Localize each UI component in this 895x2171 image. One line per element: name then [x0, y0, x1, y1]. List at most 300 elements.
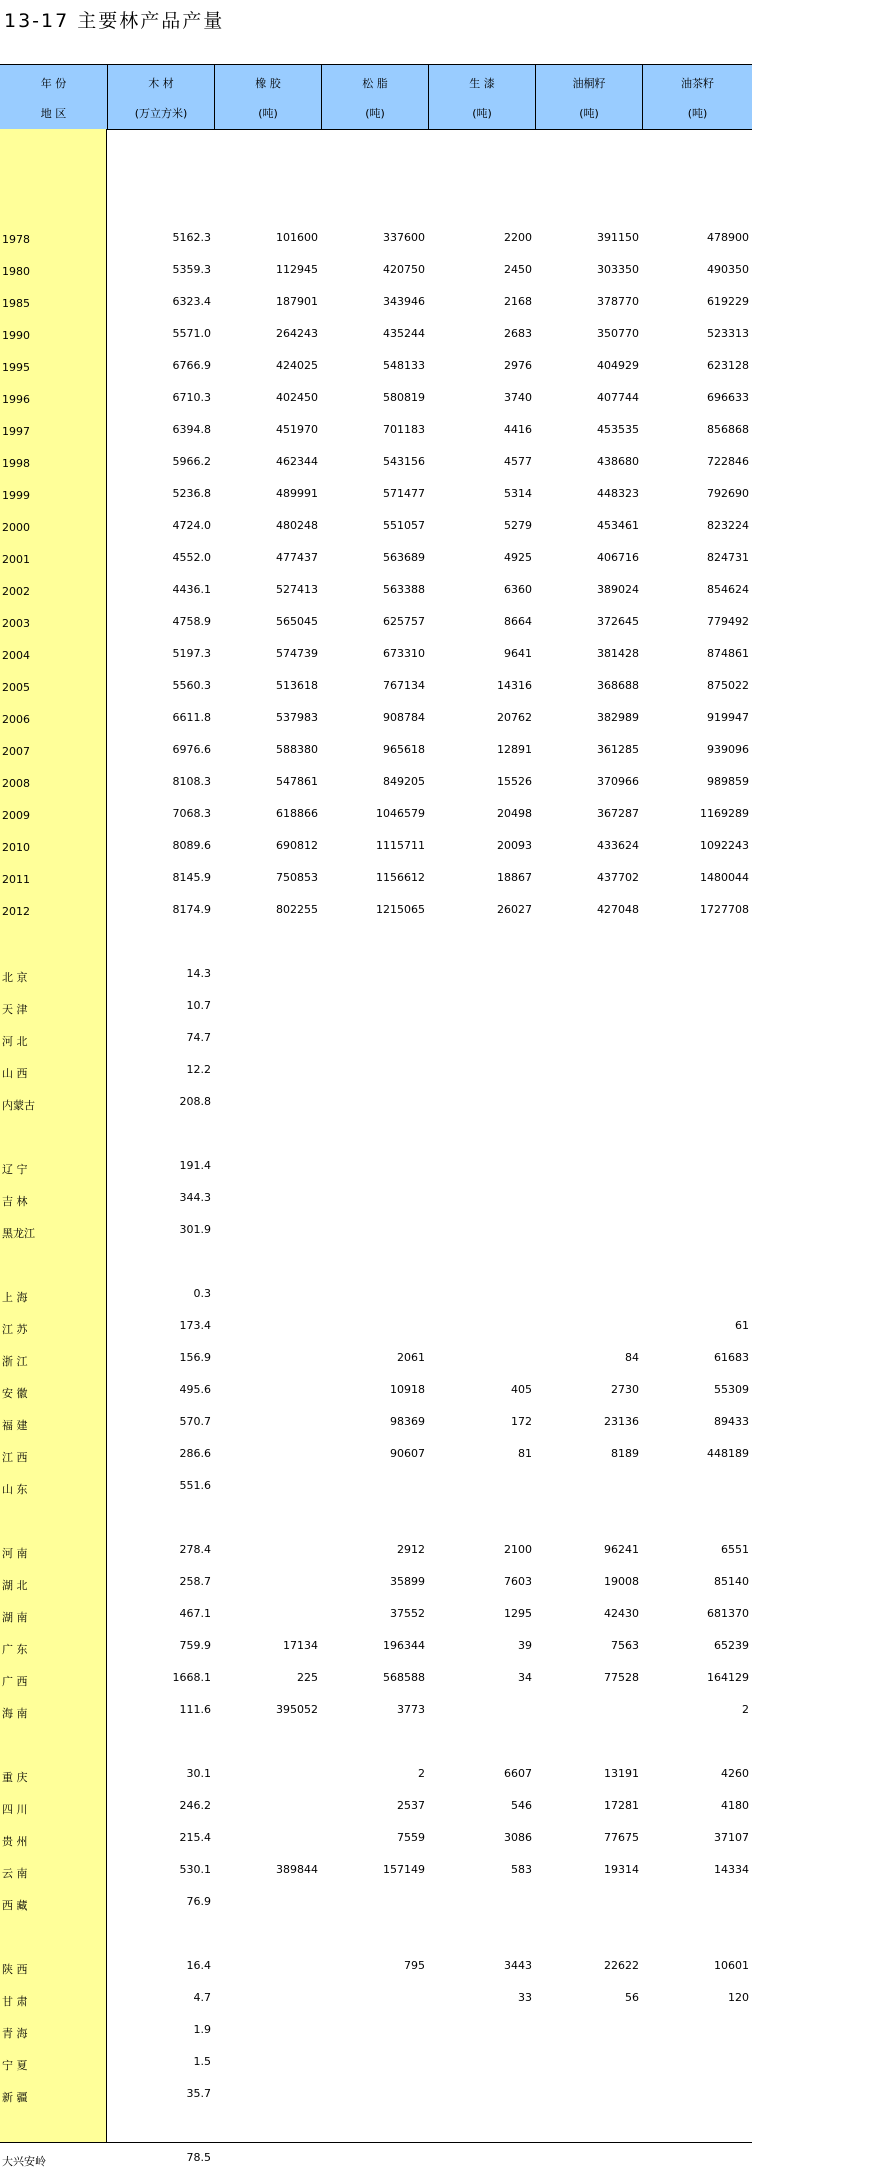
table-cell: 527413 — [276, 583, 318, 596]
table-cell: 17281 — [604, 1799, 639, 1812]
region-label: 湖 南 — [2, 1611, 28, 1624]
table-cell: 84 — [625, 1351, 639, 1364]
table-cell: 4552.0 — [172, 551, 211, 564]
header-unit: (万立方米) — [134, 107, 188, 120]
table-cell: 61683 — [714, 1351, 749, 1364]
table-cell: 1215065 — [376, 903, 425, 916]
table-cell: 563388 — [383, 583, 425, 596]
table-cell: 30.1 — [186, 1767, 211, 1780]
table-cell: 759.9 — [179, 1639, 211, 1652]
table-cell: 565045 — [276, 615, 318, 628]
table-cell: 965618 — [383, 743, 425, 756]
table-cell: 61 — [735, 1319, 749, 1332]
table-cell: 173.4 — [179, 1319, 211, 1332]
region-label: 天 津 — [2, 1003, 28, 1016]
table-cell: 4577 — [504, 455, 532, 468]
table-cell: 453535 — [597, 423, 639, 436]
table-cell: 6360 — [504, 583, 532, 596]
year-label: 2000 — [2, 521, 30, 534]
table-cell: 420750 — [383, 263, 425, 276]
table-cell: 1480044 — [700, 871, 749, 884]
table-cell: 779492 — [707, 615, 749, 628]
table-cell: 939096 — [707, 743, 749, 756]
table-cell: 39 — [518, 1639, 532, 1652]
table-row-year — [0, 443, 752, 475]
table-cell: 344.3 — [179, 1191, 211, 1204]
table-cell: 2730 — [611, 1383, 639, 1396]
table-row-year — [0, 539, 752, 571]
table-cell: 4436.1 — [172, 583, 211, 596]
table-cell: 10.7 — [186, 999, 211, 1012]
table-cell: 6607 — [504, 1767, 532, 1780]
table-cell: 391150 — [597, 231, 639, 244]
table-cell: 389844 — [276, 1863, 318, 1876]
table-row-region — [0, 1851, 752, 1883]
table-cell: 85140 — [714, 1575, 749, 1588]
table-cell: 98369 — [390, 1415, 425, 1428]
table-cell: 824731 — [707, 551, 749, 564]
table-cell: 588380 — [276, 743, 318, 756]
table-cell: 546 — [511, 1799, 532, 1812]
table-cell: 8174.9 — [172, 903, 211, 916]
page-title: 13-17 主要林产品产量 — [4, 10, 225, 32]
header-label: 油桐籽 — [572, 77, 606, 90]
table-cell: 20498 — [497, 807, 532, 820]
table-cell: 19314 — [604, 1863, 639, 1876]
header-unit: 地 区 — [40, 107, 67, 120]
table-cell: 278.4 — [179, 1543, 211, 1556]
table-row-region — [0, 1947, 752, 1979]
region-label: 云 南 — [2, 1867, 28, 1880]
table-row-region — [0, 1051, 752, 1083]
table-cell: 7603 — [504, 1575, 532, 1588]
table-row-region — [0, 1531, 752, 1563]
region-label: 山 东 — [2, 1483, 28, 1496]
table-row-year — [0, 667, 752, 699]
table-row-year — [0, 699, 752, 731]
region-label: 甘 肃 — [2, 1995, 28, 2008]
table-cell: 111.6 — [179, 1703, 211, 1716]
table-cell: 427048 — [597, 903, 639, 916]
header-unit: (吨) — [687, 107, 708, 120]
table-cell: 5560.3 — [172, 679, 211, 692]
header-label: 橡 胶 — [255, 77, 281, 90]
table-cell: 619229 — [707, 295, 749, 308]
table-row-year — [0, 859, 752, 891]
table-cell: 157149 — [383, 1863, 425, 1876]
table-cell: 681370 — [707, 1607, 749, 1620]
header-timber — [107, 65, 214, 129]
table-row-region — [0, 1563, 752, 1595]
region-label: 辽 宁 — [2, 1163, 28, 1176]
table-cell: 919947 — [707, 711, 749, 724]
year-label: 2001 — [2, 553, 30, 566]
region-label: 新 疆 — [2, 2091, 28, 2104]
table-cell: 448189 — [707, 1447, 749, 1460]
table-cell: 404929 — [597, 359, 639, 372]
year-label: 1980 — [2, 265, 30, 278]
table-cell: 583 — [511, 1863, 532, 1876]
table-cell: 5162.3 — [172, 231, 211, 244]
table-cell: 246.2 — [179, 1799, 211, 1812]
table-cell: 18867 — [497, 871, 532, 884]
table-cell: 433624 — [597, 839, 639, 852]
header-unit: (吨) — [365, 107, 385, 120]
table-cell: 6394.8 — [172, 423, 211, 436]
table-cell: 6976.6 — [172, 743, 211, 756]
table-cell: 382989 — [597, 711, 639, 724]
region-label: 贵 州 — [2, 1835, 28, 1848]
table-cell: 3740 — [504, 391, 532, 404]
table-cell: 2061 — [397, 1351, 425, 1364]
table-cell: 4.7 — [193, 1991, 211, 2004]
table-cell: 580819 — [383, 391, 425, 404]
table-cell: 563689 — [383, 551, 425, 564]
table-cell: 696633 — [707, 391, 749, 404]
table-cell: 489991 — [276, 487, 318, 500]
table-cell: 1169289 — [700, 807, 749, 820]
table-row-region — [0, 1179, 752, 1211]
header-tung-seed — [535, 65, 642, 129]
table-cell: 570.7 — [179, 1415, 211, 1428]
table-cell: 6766.9 — [172, 359, 211, 372]
table-row-region — [0, 1595, 752, 1627]
table-cell: 196344 — [383, 1639, 425, 1652]
table-row-year — [0, 379, 752, 411]
table-cell: 55309 — [714, 1383, 749, 1396]
table-cell: 437702 — [597, 871, 639, 884]
table-row-region — [0, 1787, 752, 1819]
table-bottom-rule — [0, 2142, 752, 2143]
table-cell: 381428 — [597, 647, 639, 660]
table-cell: 523313 — [707, 327, 749, 340]
table-cell: 264243 — [276, 327, 318, 340]
table-cell: 467.1 — [179, 1607, 211, 1620]
region-label: 浙 江 — [2, 1355, 28, 1368]
region-label: 重 庆 — [2, 1771, 28, 1784]
table-cell: 10601 — [714, 1959, 749, 1972]
table-cell: 12.2 — [186, 1063, 211, 1076]
table-cell: 286.6 — [179, 1447, 211, 1460]
table-cell: 120 — [728, 1991, 749, 2004]
table-cell: 101600 — [276, 231, 318, 244]
table-cell: 17134 — [283, 1639, 318, 1652]
table-cell: 37107 — [714, 1831, 749, 1844]
table-row-region — [0, 1403, 752, 1435]
table-cell: 14334 — [714, 1863, 749, 1876]
table-cell: 5314 — [504, 487, 532, 500]
table-cell: 5966.2 — [172, 455, 211, 468]
table-cell: 4758.9 — [172, 615, 211, 628]
table-cell: 35.7 — [186, 2087, 211, 2100]
table-cell: 2450 — [504, 263, 532, 276]
table-cell: 2683 — [504, 327, 532, 340]
table-cell: 10918 — [390, 1383, 425, 1396]
table-cell: 537983 — [276, 711, 318, 724]
table-row-region — [0, 987, 752, 1019]
region-label: 青 海 — [2, 2027, 28, 2040]
table-cell: 4180 — [721, 1799, 749, 1812]
table-cell: 625757 — [383, 615, 425, 628]
region-label: 广 西 — [2, 1675, 28, 1688]
table-cell: 989859 — [707, 775, 749, 788]
region-label: 宁 夏 — [2, 2059, 28, 2072]
table-cell: 435244 — [383, 327, 425, 340]
table-cell: 1156612 — [376, 871, 425, 884]
table-row-region — [0, 2043, 752, 2075]
year-label: 2007 — [2, 745, 30, 758]
year-label: 2012 — [2, 905, 30, 918]
table-cell: 389024 — [597, 583, 639, 596]
table-row-year — [0, 763, 752, 795]
table-cell: 26027 — [497, 903, 532, 916]
table-cell: 164129 — [707, 1671, 749, 1684]
table-row-year — [0, 347, 752, 379]
table-cell: 530.1 — [179, 1863, 211, 1876]
table-cell: 5197.3 — [172, 647, 211, 660]
table-cell: 77675 — [604, 1831, 639, 1844]
year-label: 1997 — [2, 425, 30, 438]
year-label: 1995 — [2, 361, 30, 374]
table-row-region — [0, 2011, 752, 2043]
table-row-year — [0, 603, 752, 635]
table-cell: 7068.3 — [172, 807, 211, 820]
region-label: 黑龙江 — [2, 1227, 35, 1240]
table-cell: 76.9 — [186, 1895, 211, 1908]
table-cell: 34 — [518, 1671, 532, 1684]
table-cell: 35899 — [390, 1575, 425, 1588]
table-cell: 361285 — [597, 743, 639, 756]
table-cell: 7563 — [611, 1639, 639, 1652]
table-cell: 65239 — [714, 1639, 749, 1652]
table-cell: 8108.3 — [172, 775, 211, 788]
table-cell: 690812 — [276, 839, 318, 852]
table-cell: 156.9 — [179, 1351, 211, 1364]
table-cell: 2537 — [397, 1799, 425, 1812]
region-label: 西 藏 — [2, 1899, 28, 1912]
year-label: 1998 — [2, 457, 30, 470]
table-cell: 208.8 — [179, 1095, 211, 1108]
table-cell: 14316 — [497, 679, 532, 692]
table-cell: 9641 — [504, 647, 532, 660]
table-cell: 405 — [511, 1383, 532, 1396]
table-row-region — [0, 1627, 752, 1659]
table-cell: 673310 — [383, 647, 425, 660]
table-cell: 215.4 — [179, 1831, 211, 1844]
year-label: 2006 — [2, 713, 30, 726]
table-row-year — [0, 315, 752, 347]
table-row-region — [0, 1371, 752, 1403]
header-unit: (吨) — [472, 107, 492, 120]
table-cell: 4925 — [504, 551, 532, 564]
table-cell: 2 — [742, 1703, 749, 1716]
table-cell: 6611.8 — [172, 711, 211, 724]
region-label: 江 西 — [2, 1451, 28, 1464]
table-cell: 8664 — [504, 615, 532, 628]
header-label: 年 份 — [40, 77, 67, 90]
table-cell: 6551 — [721, 1543, 749, 1556]
table-row-region — [0, 1211, 752, 1243]
table-row-year — [0, 475, 752, 507]
table-cell: 370966 — [597, 775, 639, 788]
table-cell: 495.6 — [179, 1383, 211, 1396]
table-cell: 2200 — [504, 231, 532, 244]
region-label: 海 南 — [2, 1707, 28, 1720]
table-cell: 2168 — [504, 295, 532, 308]
table-cell: 96241 — [604, 1543, 639, 1556]
table-cell: 543156 — [383, 455, 425, 468]
header-label: 油茶籽 — [681, 77, 714, 90]
table-cell: 406716 — [597, 551, 639, 564]
table-row-year — [0, 507, 752, 539]
year-label: 2009 — [2, 809, 30, 822]
table-cell: 378770 — [597, 295, 639, 308]
table-row-year — [0, 283, 752, 315]
table-cell: 1092243 — [700, 839, 749, 852]
table-cell: 337600 — [383, 231, 425, 244]
table-cell: 90607 — [390, 1447, 425, 1460]
table-row-year — [0, 219, 752, 251]
year-label: 1985 — [2, 297, 30, 310]
region-label: 湖 北 — [2, 1579, 28, 1592]
header-unit: (吨) — [579, 107, 599, 120]
table-cell: 568588 — [383, 1671, 425, 1684]
table-row-region — [0, 1435, 752, 1467]
table-cell: 23136 — [604, 1415, 639, 1428]
table-row-region — [0, 1499, 752, 1531]
table-cell: 42430 — [604, 1607, 639, 1620]
table-cell: 343946 — [383, 295, 425, 308]
table-cell: 513618 — [276, 679, 318, 692]
table-cell: 478900 — [707, 231, 749, 244]
table-cell: 368688 — [597, 679, 639, 692]
table-cell: 187901 — [276, 295, 318, 308]
table-cell: 81 — [518, 1447, 532, 1460]
table-row-year — [0, 571, 752, 603]
header-raw-lacquer — [428, 65, 535, 129]
table-cell: 908784 — [383, 711, 425, 724]
table-cell: 14.3 — [186, 967, 211, 980]
table-row-year — [0, 411, 752, 443]
table-cell: 4260 — [721, 1767, 749, 1780]
region-label: 河 南 — [2, 1547, 28, 1560]
table-cell: 395052 — [276, 1703, 318, 1716]
table-row-region — [0, 1691, 752, 1723]
table-cell: 548133 — [383, 359, 425, 372]
table-row-region — [0, 1019, 752, 1051]
table-row-region — [0, 955, 752, 987]
table-cell: 2912 — [397, 1543, 425, 1556]
table-cell: 13191 — [604, 1767, 639, 1780]
table-cell: 701183 — [383, 423, 425, 436]
table-cell: 722846 — [707, 455, 749, 468]
table-cell: 792690 — [707, 487, 749, 500]
table-row-year — [0, 795, 752, 827]
table-cell: 574739 — [276, 647, 318, 660]
table-cell: 623128 — [707, 359, 749, 372]
table-row-region — [0, 1659, 752, 1691]
table-cell: 618866 — [276, 807, 318, 820]
header-label: 生 漆 — [469, 77, 495, 90]
table-cell: 5359.3 — [172, 263, 211, 276]
table-cell: 438680 — [597, 455, 639, 468]
table-cell: 5236.8 — [172, 487, 211, 500]
table-cell: 448323 — [597, 487, 639, 500]
table-cell: 750853 — [276, 871, 318, 884]
table-row-region — [0, 1467, 752, 1499]
table-cell: 1115711 — [376, 839, 425, 852]
table-cell: 1.9 — [193, 2023, 211, 2036]
region-label: 广 东 — [2, 1643, 28, 1656]
table-cell: 258.7 — [179, 1575, 211, 1588]
table-cell: 12891 — [497, 743, 532, 756]
table-row-region — [0, 1147, 752, 1179]
table-cell: 301.9 — [179, 1223, 211, 1236]
table-cell: 6710.3 — [172, 391, 211, 404]
table-cell: 5279 — [504, 519, 532, 532]
table-cell: 6323.4 — [172, 295, 211, 308]
region-label: 北 京 — [2, 971, 28, 984]
table-cell: 1295 — [504, 1607, 532, 1620]
table-cell: 37552 — [390, 1607, 425, 1620]
table-cell: 350770 — [597, 327, 639, 340]
region-label: 四 川 — [2, 1803, 28, 1816]
table-cell: 849205 — [383, 775, 425, 788]
table-cell: 0.3 — [193, 1287, 211, 1300]
table-cell: 2100 — [504, 1543, 532, 1556]
table-row-region — [0, 1243, 752, 1275]
table-cell: 2976 — [504, 359, 532, 372]
table-cell: 172 — [511, 1415, 532, 1428]
table-cell: 1.5 — [193, 2055, 211, 2068]
table-cell: 22622 — [604, 1959, 639, 1972]
header-unit: (吨) — [258, 107, 278, 120]
header-rubber — [214, 65, 321, 129]
table-cell: 1727708 — [700, 903, 749, 916]
year-label: 2011 — [2, 873, 30, 886]
table-row-year — [0, 827, 752, 859]
table-row-region — [0, 1723, 752, 1755]
table-cell: 74.7 — [186, 1031, 211, 1044]
table-cell: 3443 — [504, 1959, 532, 1972]
table-cell: 4416 — [504, 423, 532, 436]
table-cell: 462344 — [276, 455, 318, 468]
year-label: 2010 — [2, 841, 30, 854]
table-cell: 8189 — [611, 1447, 639, 1460]
region-label: 山 西 — [2, 1067, 28, 1080]
table-row-region — [0, 1819, 752, 1851]
year-label: 1978 — [2, 233, 30, 246]
table-row-region — [0, 1979, 752, 2011]
region-label: 安 徽 — [2, 1387, 28, 1400]
table-cell: 854624 — [707, 583, 749, 596]
table-cell: 367287 — [597, 807, 639, 820]
table-cell: 5571.0 — [172, 327, 211, 340]
year-label: 2005 — [2, 681, 30, 694]
table-cell: 1668.1 — [172, 1671, 211, 1684]
table-cell: 453461 — [597, 519, 639, 532]
table-cell: 551057 — [383, 519, 425, 532]
table-cell: 795 — [404, 1959, 425, 1972]
table-header — [0, 64, 752, 130]
table-cell: 874861 — [707, 647, 749, 660]
table-cell: 372645 — [597, 615, 639, 628]
table-cell: 20093 — [497, 839, 532, 852]
year-label: 2002 — [2, 585, 30, 598]
table-row-year — [0, 251, 752, 283]
region-label: 大兴安岭 — [2, 2155, 46, 2168]
table-cell: 823224 — [707, 519, 749, 532]
